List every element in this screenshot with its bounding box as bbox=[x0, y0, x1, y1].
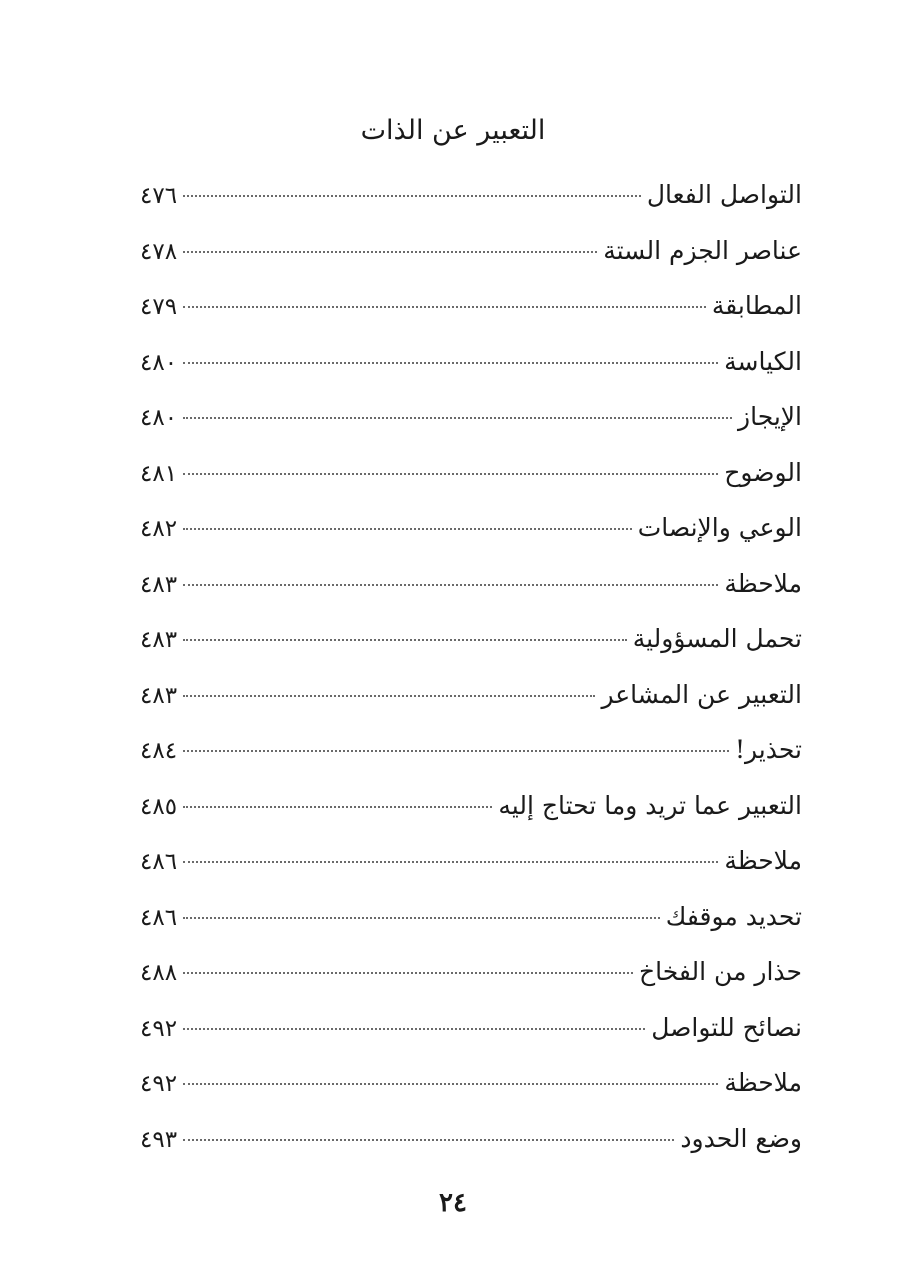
toc-entry bbox=[140, 500, 802, 556]
toc-entry bbox=[140, 389, 802, 445]
toc-entry-title: المطابقة bbox=[711, 291, 802, 320]
toc-entry-page: ٤٨١ bbox=[140, 460, 178, 487]
toc-entry-title: الكياسة bbox=[724, 346, 802, 376]
toc-entry bbox=[140, 833, 802, 889]
toc-entry bbox=[140, 556, 802, 612]
toc-entry bbox=[140, 334, 802, 390]
toc-entry-title: التعبير عن المشاعر bbox=[601, 679, 802, 709]
toc-entry-page: ٤٨٨ bbox=[140, 960, 178, 986]
toc-entry-page: ٤٨٣ bbox=[140, 682, 178, 709]
toc-entry bbox=[140, 445, 802, 501]
toc-entry bbox=[140, 778, 802, 834]
dot-leader bbox=[183, 1028, 645, 1030]
toc-entry-title: الوعي والإنصات bbox=[637, 513, 802, 542]
page-number: ٢٤ bbox=[439, 1188, 467, 1218]
toc-entry-page: ٤٩٣ bbox=[140, 1126, 178, 1153]
dot-leader bbox=[183, 362, 718, 364]
toc-entry bbox=[140, 167, 802, 223]
toc-entry bbox=[140, 1111, 802, 1167]
toc-entry bbox=[140, 278, 802, 334]
dot-leader bbox=[183, 306, 706, 308]
toc-entry-title: ملاحظة bbox=[724, 846, 802, 875]
toc-entry-page: ٤٧٨ bbox=[140, 238, 178, 265]
toc-entry-title: تحذير! bbox=[734, 735, 802, 764]
toc-entry-page: ٤٨٦ bbox=[140, 904, 178, 931]
dot-leader bbox=[183, 584, 718, 586]
toc-entry-page: ٤٨٣ bbox=[140, 571, 178, 598]
dot-leader bbox=[183, 917, 660, 919]
dot-leader bbox=[183, 417, 732, 419]
section-title: التعبير عن الذات bbox=[360, 115, 546, 146]
dot-leader bbox=[183, 861, 718, 863]
toc-entry-title: الإيجاز bbox=[738, 402, 802, 431]
toc-entry-title: وضع الحدود bbox=[680, 1123, 802, 1153]
toc-entry-title: تحديد موقفك bbox=[665, 901, 802, 931]
toc-entry-title: ملاحظة bbox=[724, 1068, 802, 1097]
dot-leader bbox=[183, 972, 633, 974]
toc-entry bbox=[140, 889, 802, 945]
table-of-contents bbox=[140, 167, 802, 1166]
toc-entry-page: ٤٩٢ bbox=[140, 1071, 178, 1097]
dot-leader bbox=[183, 251, 597, 253]
toc-entry-title: تحمل المسؤولية bbox=[632, 624, 802, 653]
toc-entry-title: عناصر الجزم الستة bbox=[603, 235, 802, 265]
toc-entry bbox=[140, 1000, 802, 1056]
toc-entry bbox=[140, 944, 802, 1000]
toc-entry-title: الوضوح bbox=[724, 457, 802, 487]
toc-entry-page: ٤٩٢ bbox=[140, 1015, 178, 1042]
toc-entry-page: ٤٨٢ bbox=[140, 516, 178, 542]
toc-entry-page: ٤٧٦ bbox=[140, 183, 178, 209]
toc-entry-title: حذار من الفخاخ bbox=[638, 957, 802, 986]
toc-entry bbox=[140, 1055, 802, 1111]
dot-leader bbox=[183, 528, 632, 530]
dot-leader bbox=[183, 695, 595, 697]
dot-leader bbox=[183, 1139, 674, 1141]
toc-entry bbox=[140, 722, 802, 778]
toc-entry-title: نصائح للتواصل bbox=[651, 1012, 802, 1042]
toc-entry bbox=[140, 223, 802, 279]
toc-entry-title: التواصل الفعال bbox=[646, 180, 802, 209]
toc-entry-page: ٤٨٣ bbox=[140, 627, 178, 653]
dot-leader bbox=[183, 195, 641, 197]
dot-leader bbox=[183, 750, 729, 752]
toc-entry-page: ٤٧٩ bbox=[140, 294, 178, 320]
toc-entry-page: ٤٨٠ bbox=[140, 349, 178, 376]
dot-leader bbox=[183, 1083, 718, 1085]
toc-entry-page: ٤٨٦ bbox=[140, 849, 178, 875]
dot-leader bbox=[183, 473, 718, 475]
dot-leader bbox=[183, 806, 492, 808]
toc-entry-page: ٤٨٠ bbox=[140, 405, 178, 431]
toc-entry-title: ملاحظة bbox=[724, 568, 802, 598]
toc-entry-title: التعبير عما تريد وما تحتاج إليه bbox=[498, 790, 802, 820]
toc-entry bbox=[140, 611, 802, 667]
dot-leader bbox=[183, 639, 627, 641]
toc-entry-page: ٤٨٥ bbox=[140, 793, 178, 820]
toc-entry bbox=[140, 667, 802, 723]
toc-entry-page: ٤٨٤ bbox=[140, 738, 178, 764]
